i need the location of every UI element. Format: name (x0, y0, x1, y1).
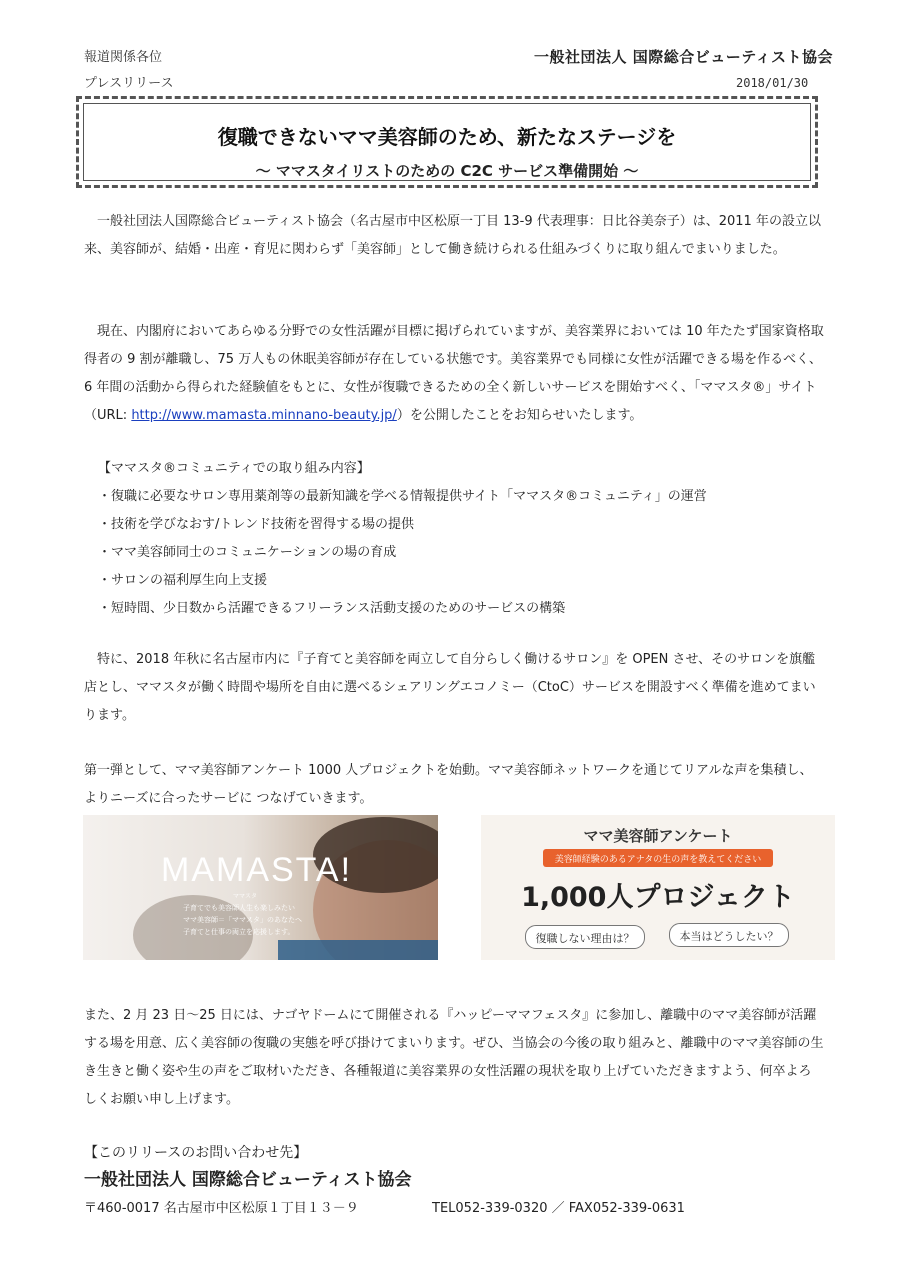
list-item: ・復職に必要なサロン専用薬剤等の最新知識を学べる情報提供サイト「ママスタ®コミュニティ」の運営 (98, 489, 707, 504)
list-heading: 【ママスタ®コミュニティでの取り組み内容】 (98, 461, 370, 476)
mamasta-logo: MAMASTA! (161, 851, 353, 889)
survey-big-text: 1,000人プロジェクト (521, 882, 795, 913)
photo-caption-2: ママ美容師＝「ママスタ」のあなたへ (183, 916, 302, 924)
mamasta-url-link[interactable]: http://www.mamasta.minnano-beauty.jp/ (131, 408, 397, 423)
footer-address: 〒460-0017 名古屋市中区松原１丁目１３－９ (84, 1201, 359, 1216)
body-paragraph-3 (84, 646, 824, 730)
page-title: 復職できないママ美容師のため、新たなステージを (217, 125, 677, 149)
photo-caption-1: 子育てでも美容師人生も楽しみたい (183, 904, 295, 912)
body-paragraph-2 (84, 318, 824, 430)
footer-org-name: 一般社団法人 国際総合ビューティスト協会 (84, 1170, 412, 1190)
paragraph-text: 一般社団法人国際総合ビューティスト協会（名古屋市中区松原一丁目 13-9 代表理事：日比谷美奈子）は、2011 年の設立以来、美容師が、結婚・出産・育児に関わらず「美容師」として働き続けられる仕組みづくりに取り組んでまいりました。 (84, 214, 821, 257)
recipients-text: 報道関係各位 (84, 50, 163, 65)
speech-bubble-2-text: 本当はどうしたい？ (679, 930, 779, 943)
mamasta-logo-sub: ママスタ (233, 893, 258, 900)
paragraph-text: 特に、2018 年秋に名古屋市内に『子育てと美容師を両立して自分らしく働けるサロン』を OPEN させ、そのサロンを旗艦店とし、ママスタが働く時間や場所を自由に選べるシェアリングエコノミー（CtoC）サービスを開設すべく準備を進めてまいります。 (84, 652, 816, 723)
list-item: ・短時間、少日数から活躍できるフリーランス活動支援のためのサービスの構築 (98, 601, 566, 616)
survey-banner-text: 美容師経験のあるアナタの生の声を教えてください (554, 855, 762, 865)
release-type-text: プレスリリース (84, 76, 174, 91)
speech-bubble-1-text: 復職しない理由は？ (535, 932, 635, 945)
body-paragraph-5 (84, 1002, 824, 1114)
survey-banner-image (481, 815, 835, 960)
release-date: 2018/01/30 (736, 76, 809, 90)
paragraph-text: また、2 月 23 日～25 日には、ナゴヤドームにて開催される『ハッピーママフェスタ』に参加し、離職中のママ美容師が活躍する場を用意、広く美容師の復職の実態を呼び掛けてまいります。ぜひ、当協会の今後の取り組みと、離職中のママ美容師の生き生きと働く姿や生の声をご取材いただき、各種報道に美容業界の女性活躍の現状を取り上げていただきますよう、何卒よろしくお願い申し上げます。 (84, 1008, 824, 1107)
header-org-name: 一般社団法人 国際総合ビューティスト協会 (534, 48, 834, 66)
survey-title: ママ美容師アンケート (583, 827, 733, 845)
initiatives-list (84, 455, 824, 623)
list-item: ・サロンの福利厚生向上支援 (98, 573, 268, 588)
photo-caption-3: 子育てと仕事の両立を応援します。 (183, 928, 295, 936)
paragraph-text: 第一弾として、ママ美容師アンケート 1000 人プロジェクトを始動。ママ美容師ネットワークを通じてリアルな声を集積し、よりニーズに合ったサービに つなげていきます。 (84, 763, 813, 806)
list-item: ・技術を学びなおす/トレンド技術を習得する場の提供 (98, 517, 415, 532)
body-paragraph-4 (84, 757, 824, 813)
page-subtitle: ～ ママスタイリストのための C2C サービス準備開始 ～ (255, 162, 639, 180)
list-item: ・ママ美容師同士のコミュニケーションの場の育成 (98, 545, 397, 560)
paragraph-text: ）を公開したことをお知らせいたします。 (396, 408, 643, 423)
paragraph-text: 現在、内閣府においてあらゆる分野での女性活躍が目標に掲げられていますが、美容業界においては 10 年たたず国家資格取得者の 9 割が離職し、75 万人もの休眠美容師が存在している状態です。美容業界でも同様に女性が活躍できる場を作るべく、6 年間の活動から得られた経験値をもとに、女性が復職できるための全く新しいサービスを開始すべく、「ママスタ®」サイト（URL: (84, 324, 824, 423)
contact-label: 【このリリースのお問い合わせ先】 (84, 1145, 308, 1161)
footer-tel-fax: TEL052-339-0320 ／ FAX052-339-0631 (432, 1201, 685, 1216)
body-paragraph-1 (84, 208, 824, 264)
mamasta-photo (83, 815, 438, 960)
